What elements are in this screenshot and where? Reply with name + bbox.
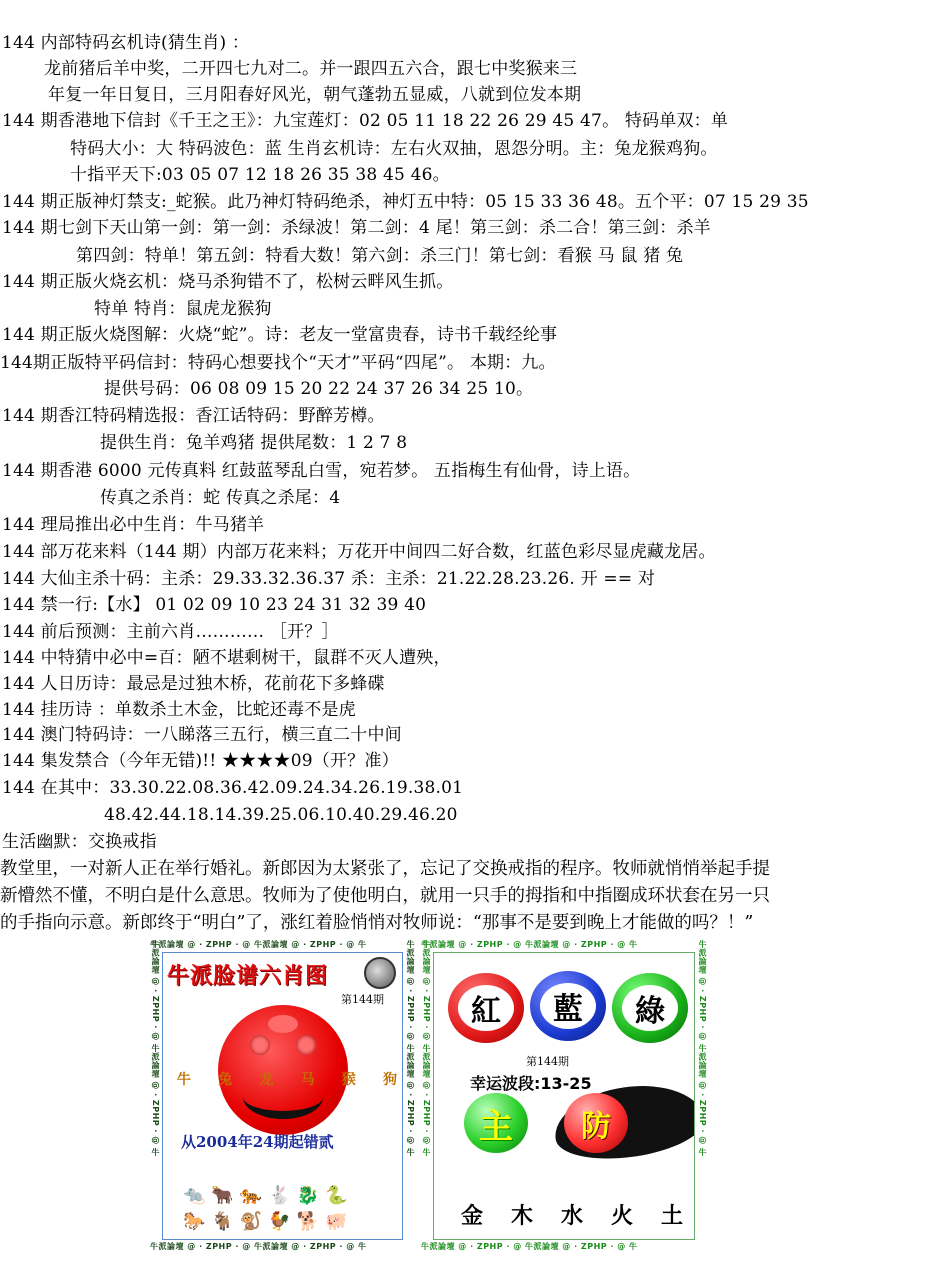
text-line: 第四剑：特单！第五剑：特看大数！第六剑：杀三门！第七剑：看猴 马 鼠 猪 兔: [76, 246, 684, 266]
text-line: 特码大小：大 特码波色：蓝 生肖玄机诗：左右火双抽，恩怨分明。主：兔龙猴鸡狗。: [70, 139, 718, 159]
text-line: 144 理局推出必中生肖：牛马猪羊: [2, 515, 265, 535]
lock-icon: [364, 957, 396, 989]
zodiac-row: [177, 1069, 397, 1089]
zodiac-item: 狗: [382, 1072, 397, 1088]
zodiac-item: 马: [300, 1072, 315, 1088]
border-watermark-top: 牛派論壇 @ · ZPHP · @ 牛派論壇 @ · ZPHP · @ 牛: [150, 940, 367, 949]
text-line: 144 期七剑下天山第一剑：第一剑：杀绿波！第二剑：4 尾！第三剑：杀二合！第三剑：杀羊: [2, 218, 711, 238]
element-earth: 土: [660, 1202, 683, 1229]
blue-ball: 藍: [530, 971, 606, 1041]
error-note: 从2004年24期起错贰: [181, 1133, 334, 1151]
border-watermark-top: 牛派論壇 @ · ZPHP · @ 牛派論壇 @ · ZPHP · @ 牛: [421, 940, 638, 949]
text-line: 144 期正版神灯禁支:_蛇猴。此乃神灯特码绝杀，神灯五中特：05 15 33 36 48。五个平：07 15 29 35: [2, 192, 809, 212]
joke-line: 的手指向示意。新郎终于“明白”了，涨红着脸悄悄对牧师说：“那事不是要到晚上才能做的吗？！”: [0, 913, 754, 933]
text-line: 144 大仙主杀十码：主杀：29.33.32.36.37 杀：主杀：21.22.28.23.26. 开 == 对: [2, 569, 656, 589]
text-line: 十指平天下:03 05 07 12 18 26 35 38 45 46。: [70, 165, 450, 185]
text-line: 龙前猪后羊中奖，二开四七九对二。并一跟四五六合，跟七中奖猴来三: [44, 59, 578, 79]
issue-label: 第144期: [526, 1055, 569, 1068]
element-water: 水: [560, 1202, 583, 1229]
face-zodiac-image: [150, 940, 415, 1252]
text-line: 144 期正版火烧图解：火烧“蛇”。诗：老友一堂富贵春，诗书千载经纶事: [2, 325, 558, 345]
border-watermark-left: 牛派論壇 @ · ZPHP · @ 牛派論壇 @ · ZPHP · @ 牛: [422, 940, 431, 1157]
zodiac-item: 龙: [259, 1072, 274, 1088]
text-line: 144 期香港 6000 元传真料 红鼓蓝琴乱白雪，宛若梦。 五指梅生有仙骨，诗上语。: [2, 461, 641, 481]
text-line: 144 挂历诗 ：单数杀土木金，比蛇还毒不是虎: [2, 700, 356, 720]
green-ball: 綠: [612, 973, 688, 1043]
text-line: 144 内部特码玄机诗(猜生肖) ：: [2, 33, 250, 53]
zodiac-item: 兔: [218, 1072, 233, 1088]
text-line: 144 人日历诗：最忌是过独木桥，花前花下多蜂碟: [2, 674, 385, 694]
text-line: 144 期正版火烧玄机：烧马杀狗错不了，松树云畔风生抓。: [2, 272, 454, 292]
text-line: 144 中特猜中必中=百：陋不堪剩树干，鼠群不灭人遭殃，: [2, 648, 451, 668]
text-line: 144期正版特平码信封：特码心想要找个“天才”平码“四尾”。 本期：九。: [0, 353, 556, 373]
section-heading: 生活幽默：交换戒指: [2, 832, 157, 852]
zodiac-animals-icon: 🐀🐂🐅🐇🐉🐍 🐎🐐🐒🐓🐕🐖: [183, 1185, 354, 1232]
joke-paragraph: [0, 856, 945, 937]
text-line: 特单 特肖：鼠虎龙猴狗: [94, 299, 272, 319]
color-wave-image: [421, 940, 707, 1252]
defense-ball: 防: [564, 1093, 628, 1153]
text-line: 年复一年日复日，三月阳春好风光，朝气蓬勃五显威，八就到位发本期: [48, 85, 582, 105]
element-wood: 木: [510, 1202, 533, 1229]
text-line: 传真之杀肖：蛇 传真之杀尾：4: [100, 488, 341, 508]
text-line: 144 期香港地下信封《千王之王》：九宝莲灯：02 05 11 18 22 26 29 45 47。 特码单双：单: [2, 111, 729, 131]
text-line: 144 禁一行:【水】 01 02 09 10 23 24 31 32 39 40: [2, 595, 427, 615]
text-line: 144 在其中：33.30.22.08.36.42.09.24.34.26.19.38.01: [2, 778, 464, 798]
border-watermark-bottom: 牛派論壇 @ · ZPHP · @ 牛派論壇 @ · ZPHP · @ 牛: [421, 1242, 638, 1251]
red-ball: 紅: [448, 973, 524, 1043]
text-line: 144 集发禁合（今年无错)!! ★★★★09（开？准）: [2, 751, 399, 771]
joke-line: 教堂里，一对新人正在举行婚礼。新郎因为太紧张了，忘记了交换戒指的程序。牧师就悄悄举起手提: [0, 859, 770, 879]
border-watermark-right: 牛派論壇 @ · ZPHP · @ 牛派論壇 @ · ZPHP · @ 牛: [406, 940, 415, 1157]
text-line: 提供生肖：兔羊鸡猪 提供尾数：1 2 7 8: [100, 433, 408, 453]
text-line: 144 澳门特码诗：一八睇落三五行，横三直二十中间: [2, 725, 402, 745]
joke-line: 新懵然不懂，不明白是什么意思。牧师为了使他明白，就用一只手的拇指和中指圈成环状套在另一只: [0, 886, 770, 906]
zodiac-item: 猴: [341, 1072, 356, 1088]
text-line: 提供号码：06 08 09 15 20 22 24 37 26 34 25 10。: [104, 379, 534, 399]
issue-label: 第144期: [341, 993, 384, 1006]
text-line: 144 期香江特码精选报：香江话特码：野醉芳樽。: [2, 406, 385, 426]
text-line: 144 部万花来料（144 期）内部万花来料；万花开中间四二好合数，红蓝色彩尽显虎藏龙居。: [2, 542, 716, 562]
text-line: 144 前后预测：主前六肖………… ［开？］: [2, 622, 339, 642]
lucky-wave: 幸运波段:13-25: [470, 1074, 592, 1093]
element-metal: 金: [460, 1202, 483, 1229]
zodiac-item: 牛: [177, 1072, 191, 1088]
element-fire: 火: [610, 1202, 633, 1229]
border-watermark-left: 牛派論壇 @ · ZPHP · @ 牛派論壇 @ · ZPHP · @ 牛: [151, 940, 160, 1157]
panel-title: 牛派脸谱六肖图: [167, 964, 329, 989]
border-watermark-right: 牛派論壇 @ · ZPHP · @ 牛派論壇 @ · ZPHP · @ 牛: [698, 940, 707, 1157]
text-line: 48.42.44.18.14.39.25.06.10.40.29.46.20: [104, 805, 458, 825]
main-pick-ball: 主: [464, 1093, 528, 1153]
border-watermark-bottom: 牛派論壇 @ · ZPHP · @ 牛派論壇 @ · ZPHP · @ 牛: [150, 1242, 367, 1251]
